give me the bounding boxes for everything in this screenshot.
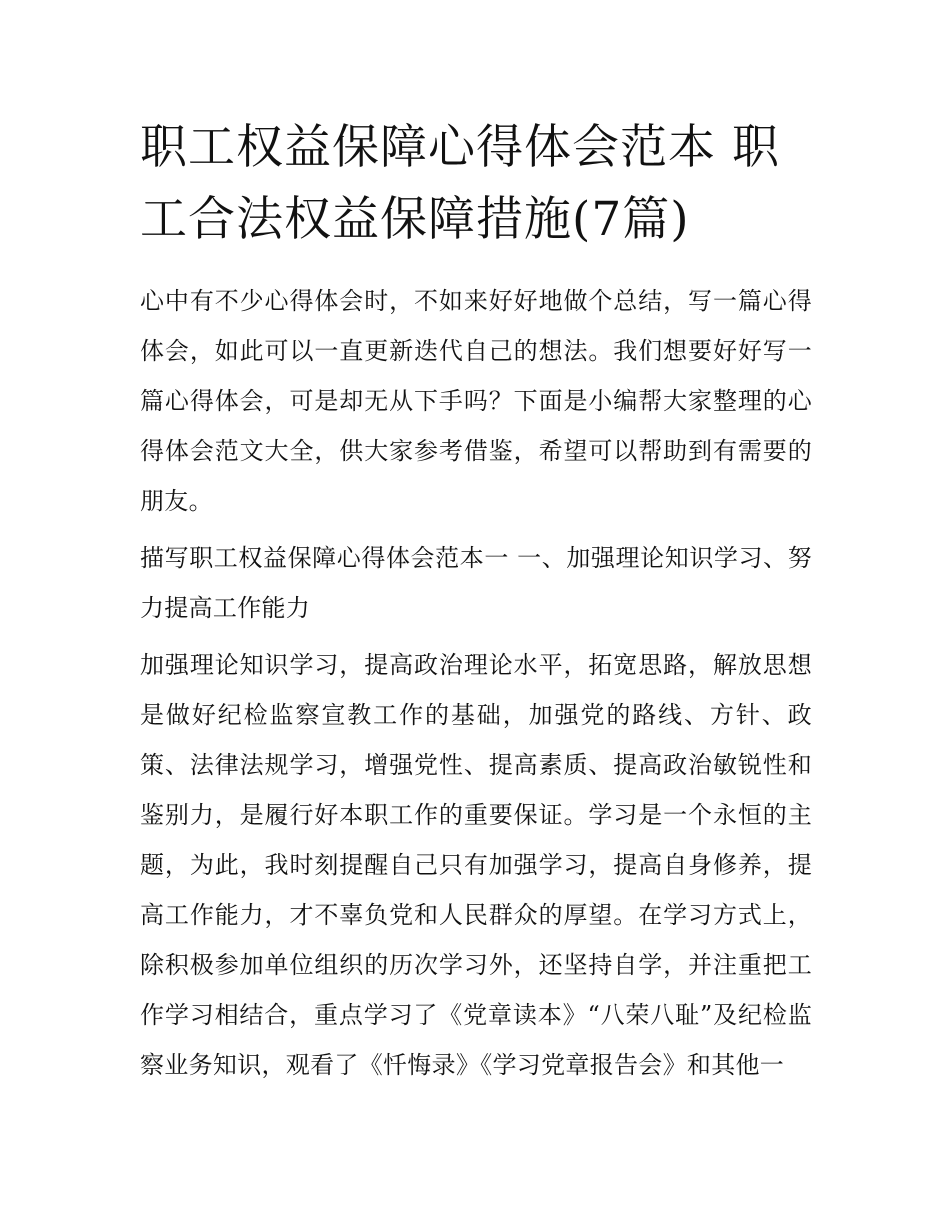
document-body [140,276,812,1097]
section-heading-paragraph: 描写职工权益保障心得体会范本一 一、加强理论知识学习、努力提高工作能力 [140,544,812,622]
document-title: 职工权益保障心得体会范本 职工合法权益保障措施(7篇) [140,120,780,247]
body-paragraph: 加强理论知识学习，提高政治理论水平，拓宽思路，解放思想是做好纪检监察宣教工作的基础，加强党的路线、方针、政策、法律法规学习，增强党性、提高素质、提高政治敏锐性和鉴别力，是履行好本职工作的重要保证。学习是一个永恒的主题，为此，我时刻提醒自己只有加强学习，提高自身修养，提高工作能力，才不辜负党和人民群众的厚望。在学习方式上，除积极参加单位组织的历次学习外，还坚持自学，并注重把工作学习相结合，重点学习了《党章读本》“八荣八耻”及纪检监察业务知识，观看了《忏悔录》《学习党章报告会》和其他一 [140,651,812,1079]
intro-paragraph: 心中有不少心得体会时，不如来好好地做个总结，写一篇心得体会，如此可以一直更新迭代自己的想法。我们想要好好写一篇心得体会，可是却无从下手吗？下面是小编帮大家整理的心得体会范文大全，供大家参考借鉴，希望可以帮助到有需要的朋友。 [140,287,812,515]
